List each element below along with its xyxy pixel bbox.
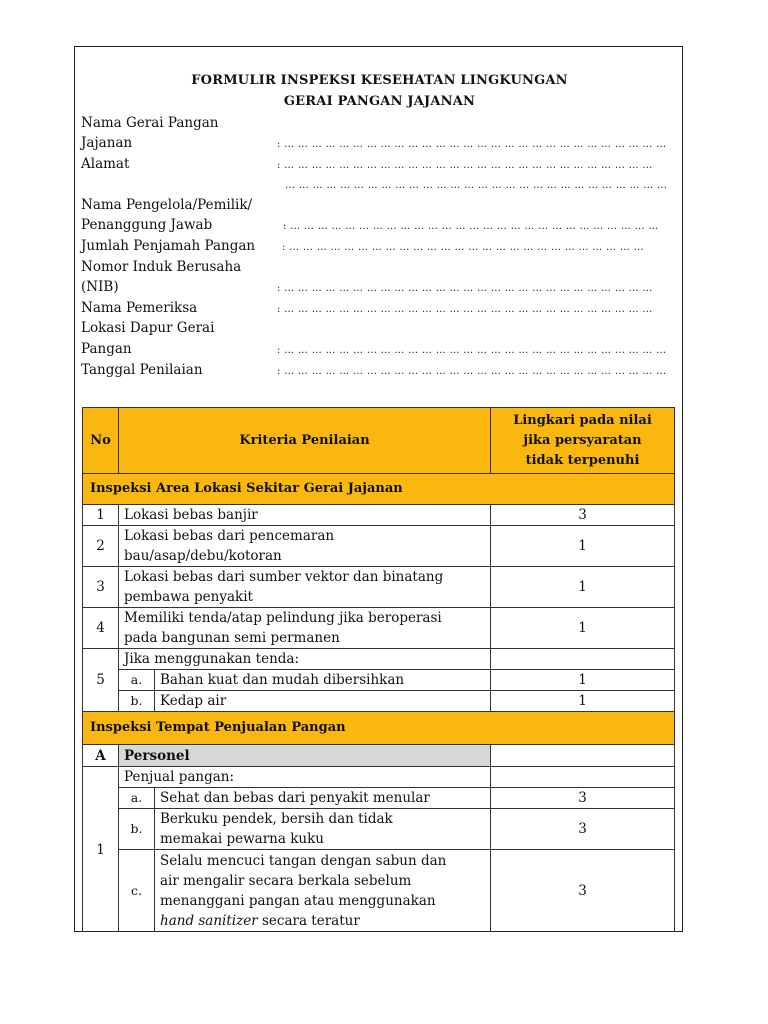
row-score[interactable]: 3 bbox=[491, 505, 675, 526]
field-value-jumlah[interactable]: : … … … … … … … … … … … … … … … … … … … … … … … … … … bbox=[282, 242, 644, 253]
table-row bbox=[83, 567, 675, 608]
field-label-pemeriksa: Nama Pemeriksa bbox=[81, 300, 198, 316]
subsection-label: A bbox=[83, 745, 119, 767]
row-sub-criteria-line2: memakai pewarna kuku bbox=[160, 831, 324, 847]
field-value-pengelola[interactable]: : … … … … … … … … … … … … … … … … … … … … … … … … … … … bbox=[283, 221, 659, 232]
row-score-empty bbox=[491, 745, 675, 767]
field-value-pemeriksa[interactable]: : … … … … … … … … … … … … … … … … … … … … … … … … … … … bbox=[277, 304, 653, 315]
row-criteria bbox=[119, 608, 491, 649]
row-sub-criteria: Kedap air bbox=[155, 691, 491, 712]
row-score[interactable]: 3 bbox=[491, 809, 675, 850]
row-sub-label: c. bbox=[119, 850, 155, 933]
table-row bbox=[83, 850, 675, 933]
row-sub-criteria: Sehat dan bebas dari penyakit menular bbox=[155, 788, 491, 809]
row-sub-criteria bbox=[155, 809, 491, 850]
field-value-alamat-cont[interactable]: … … … … … … … … … … … … … … … … … … … … … … … … … … … … bbox=[285, 180, 668, 191]
row-sub-criteria-line3: menanggani pangan atau menggunakan bbox=[160, 893, 436, 909]
header-no: No bbox=[83, 408, 119, 474]
header-nilai-line3: tidak terpenuhi bbox=[525, 452, 640, 468]
row-criteria bbox=[119, 526, 491, 567]
field-value-tanggal[interactable]: : … … … … … … … … … … … … … … … … … … … … … … … … … … … … bbox=[277, 366, 667, 377]
row-score[interactable]: 1 bbox=[491, 526, 675, 567]
row-sub-label: b. bbox=[119, 809, 155, 850]
row-criteria-line1: Lokasi bebas dari pencemaran bbox=[124, 528, 335, 544]
table-row bbox=[83, 767, 675, 788]
header-nilai-line1: Lingkari pada nilai bbox=[513, 412, 652, 428]
row-score[interactable]: 1 bbox=[491, 691, 675, 712]
row-sub-criteria bbox=[155, 850, 491, 933]
row-criteria-line2: pembawa penyakit bbox=[124, 589, 253, 605]
row-sub-label: a. bbox=[119, 670, 155, 691]
subsection-row bbox=[83, 745, 675, 767]
row-no: 1 bbox=[83, 505, 119, 526]
header-nilai-line2: jika persyaratan bbox=[523, 432, 642, 448]
form-page bbox=[74, 46, 683, 932]
table-row bbox=[83, 608, 675, 649]
row-no: 4 bbox=[83, 608, 119, 649]
field-label-nib-1: Nomor Induk Berusaha bbox=[81, 259, 242, 275]
row-criteria bbox=[119, 567, 491, 608]
row-sub-criteria-line1: Berkuku pendek, bersih dan tidak bbox=[160, 811, 393, 827]
field-label-pengelola-2: Penanggung Jawab bbox=[81, 217, 213, 233]
row-sub-criteria-line2: air mengalir secara berkala sebelum bbox=[160, 873, 412, 889]
header-kriteria: Kriteria Penilaian bbox=[119, 408, 491, 474]
field-value-nama-gerai[interactable]: : … … … … … … … … … … … … … … … … … … … … … … … … … … … … bbox=[277, 139, 667, 150]
table-row bbox=[83, 691, 675, 712]
table-row bbox=[83, 809, 675, 850]
row-score[interactable]: 1 bbox=[491, 567, 675, 608]
italic-term: hand sanitizer bbox=[160, 913, 258, 929]
row-no: 2 bbox=[83, 526, 119, 567]
field-label-nib-2: (NIB) bbox=[81, 279, 119, 295]
table-row bbox=[83, 649, 675, 670]
row-criteria-line1: Memiliki tenda/atap pelindung jika beroperasi bbox=[124, 610, 442, 626]
row-score[interactable]: 1 bbox=[491, 608, 675, 649]
row-sub-criteria-line1: Selalu mencuci tangan dengan sabun dan bbox=[160, 853, 447, 869]
field-label-jumlah: Jumlah Penjamah Pangan bbox=[81, 238, 256, 254]
row-no: 1 bbox=[83, 767, 119, 933]
field-label-nama-gerai-1: Nama Gerai Pangan bbox=[81, 115, 219, 131]
section-row-2 bbox=[83, 712, 675, 745]
table-row bbox=[83, 788, 675, 809]
row-sub-criteria: Bahan kuat dan mudah dibersihkan bbox=[155, 670, 491, 691]
form-title-line2: GERAI PANGAN JAJANAN bbox=[283, 94, 476, 109]
subsection-title: Personel bbox=[119, 745, 491, 767]
criteria-table bbox=[82, 407, 675, 932]
row-score[interactable]: 1 bbox=[491, 670, 675, 691]
table-header-row bbox=[83, 408, 675, 474]
field-label-alamat: Alamat bbox=[81, 156, 130, 172]
row-sub-criteria-line4 bbox=[160, 911, 485, 931]
row-score-empty bbox=[491, 767, 675, 788]
field-value-lokasi[interactable]: : … … … … … … … … … … … … … … … … … … … … … … … … … … … … bbox=[277, 345, 667, 356]
table-row bbox=[83, 670, 675, 691]
row-sub-label: a. bbox=[119, 788, 155, 809]
row-criteria-line1: Lokasi bebas dari sumber vektor dan binatang bbox=[124, 569, 444, 585]
section-title-1: Inspeksi Area Lokasi Sekitar Gerai Jajanan bbox=[83, 474, 675, 505]
field-value-nib[interactable]: : … … … … … … … … … … … … … … … … … … … … … … … … … … … bbox=[277, 283, 653, 294]
row-sub-label: b. bbox=[119, 691, 155, 712]
row-criteria-line2: pada bangunan semi permanen bbox=[124, 630, 340, 646]
field-label-lokasi-2: Pangan bbox=[81, 341, 132, 357]
field-value-alamat[interactable]: : … … … … … … … … … … … … … … … … … … … … … … … … … … … bbox=[277, 160, 653, 171]
field-label-pengelola-1: Nama Pengelola/Pemilik/ bbox=[81, 197, 253, 213]
header-nilai bbox=[491, 408, 675, 474]
section-row-1 bbox=[83, 474, 675, 505]
row-no: 5 bbox=[83, 649, 119, 712]
field-label-nama-gerai-2: Jajanan bbox=[81, 135, 133, 151]
row-criteria-line2: bau/asap/debu/kotoran bbox=[124, 548, 282, 564]
section-title-2: Inspeksi Tempat Penjualan Pangan bbox=[83, 712, 675, 745]
field-label-lokasi-1: Lokasi Dapur Gerai bbox=[81, 320, 215, 336]
table-row bbox=[83, 526, 675, 567]
row-no: 3 bbox=[83, 567, 119, 608]
table-row bbox=[83, 505, 675, 526]
row-score[interactable]: 3 bbox=[491, 850, 675, 933]
row-score[interactable]: 3 bbox=[491, 788, 675, 809]
row-score-empty bbox=[491, 649, 675, 670]
row-criteria: Jika menggunakan tenda: bbox=[119, 649, 491, 670]
form-title-line1: FORMULIR INSPEKSI KESEHATAN LINGKUNGAN bbox=[191, 73, 568, 88]
row-criteria: Penjual pangan: bbox=[119, 767, 491, 788]
row-criteria: Lokasi bebas banjir bbox=[119, 505, 491, 526]
field-label-tanggal: Tanggal Penilaian bbox=[81, 362, 203, 378]
row-sub-criteria-line4-rest: secara teratur bbox=[257, 913, 360, 929]
